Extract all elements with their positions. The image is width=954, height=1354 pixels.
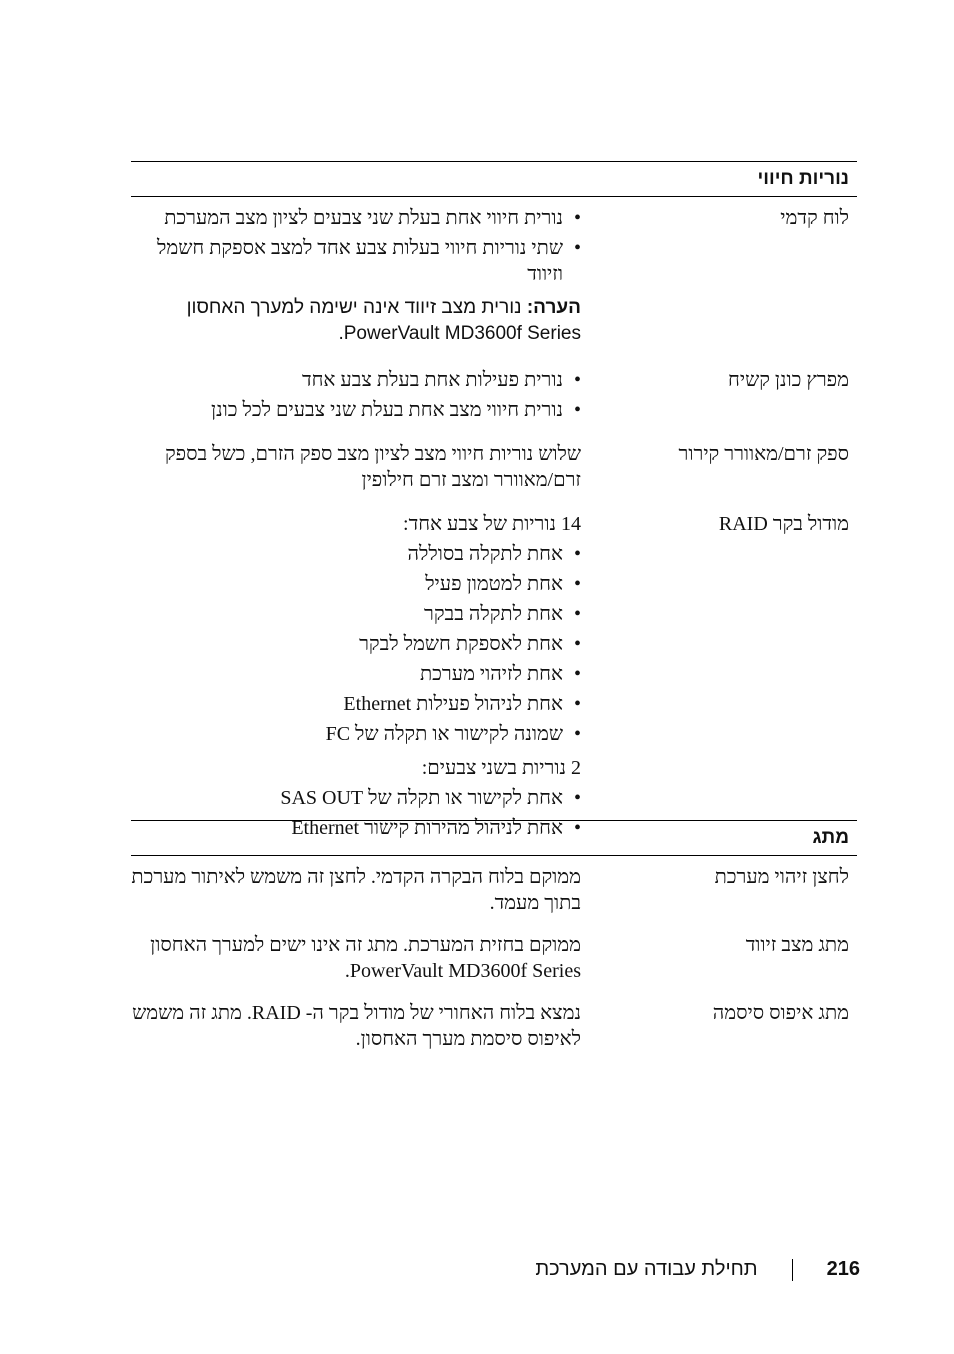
raid-dual-intro: 2 נוריות בשני צבעים: xyxy=(421,757,581,779)
enclosure-mode-text: ממוקם בחזית המערכת. מתג זה אינו ישים למערך האחסון PowerVault MD3600f Series. xyxy=(150,934,581,982)
page-footer xyxy=(535,1258,860,1281)
row-raid xyxy=(131,511,857,845)
switches-header: מתג xyxy=(131,820,857,856)
raid-desc xyxy=(131,511,609,845)
list-item: • שמונה לקישור או תקלה של FC xyxy=(131,721,581,747)
row-system-id xyxy=(131,864,857,920)
power-fan-label: ספק זרם/מאוורר קירור xyxy=(678,443,849,465)
footer-section-title: תחילת עבודה עם המערכת xyxy=(535,1258,758,1280)
system-id-text: ממוקם בלוח הבקרה הקדמי. לחצן זה משמש לאיתור מערכת בתוך מעמד. xyxy=(131,866,581,914)
hard-drive-bay-desc xyxy=(131,367,609,427)
list-item: • אחת לקישור או תקלה של SAS OUT xyxy=(131,785,581,811)
raid-label: מודול בקר RAID xyxy=(718,513,849,535)
note-label: הערה: xyxy=(526,297,581,318)
list-item: • אחת לתקלה בבקר xyxy=(131,601,581,627)
list-item: • אחת לתקלה בסוללה xyxy=(131,541,581,567)
front-bezel-desc xyxy=(131,205,609,347)
switches-section xyxy=(131,820,857,1056)
power-fan-text: שלוש נוריות חיווי מצב לציון מצב ספק הזרם, כשל בספק זרם/מאוורר ומצב זרם חילופין xyxy=(164,443,581,491)
list-item: • אחת לאספקת חשמל לבקר xyxy=(131,631,581,657)
row-password-reset xyxy=(131,1000,857,1056)
list-item: • אחת לניהול מהירות קישור Ethernet xyxy=(131,815,581,841)
indicators-header: נוריות חיווי xyxy=(131,161,857,197)
note-text: נורית מצב זיווד אינה ישימה למערך האחסון PowerVault MD3600f Series. xyxy=(186,297,581,344)
system-id-label: לחצן זיהוי מערכת xyxy=(714,866,849,888)
power-fan-desc xyxy=(131,441,609,497)
list-item: • נורית פעילות אחת בעלת צבע אחד xyxy=(131,367,581,393)
system-id-desc xyxy=(131,864,609,920)
list-item: • אחת למטמון פעיל xyxy=(131,571,581,597)
row-front-bezel xyxy=(131,205,857,347)
footer-divider xyxy=(792,1259,793,1281)
list-item: • שתי נוריות חיווי בעלות צבע אחד למצב אספקת חשמל וזיווד xyxy=(131,235,581,287)
page-number: 216 xyxy=(826,1258,860,1280)
row-enclosure-mode xyxy=(131,932,857,988)
front-bezel-note xyxy=(131,295,581,347)
list-item: • אחת לזיהוי מערכת xyxy=(131,661,581,687)
password-reset-text: נמצא בלוח האחורי של מודול בקר ה- RAID. מתג זה משמש לאיפוס סיסמת מערך האחסון. xyxy=(132,1002,581,1050)
hard-drive-bay-label: מפרץ כונן קשיח xyxy=(727,369,849,391)
enclosure-mode-desc xyxy=(131,932,609,988)
row-hard-drive-bay xyxy=(131,367,857,427)
indicators-section xyxy=(131,161,857,845)
list-item: • נורית חיווי אחת בעלת שני צבעים לציון מצב המערכת xyxy=(131,205,581,231)
raid-single-list xyxy=(131,541,581,747)
row-power-fan xyxy=(131,441,857,497)
list-item: • נורית חיווי מצב אחת בעלת שני צבעים לכל כונן xyxy=(131,397,581,423)
raid-single-intro: 14 נוריות של צבע אחד: xyxy=(403,513,581,535)
front-bezel-label: לוח קדמי xyxy=(780,207,849,229)
password-reset-label: מתג איפוס סיסמה xyxy=(712,1002,849,1024)
password-reset-desc xyxy=(131,1000,609,1056)
enclosure-mode-label: מתג מצב זיווד xyxy=(745,934,849,956)
hard-drive-bay-list xyxy=(131,367,581,423)
list-item: • אחת לניהול פעילות Ethernet xyxy=(131,691,581,717)
front-bezel-list xyxy=(131,205,581,287)
